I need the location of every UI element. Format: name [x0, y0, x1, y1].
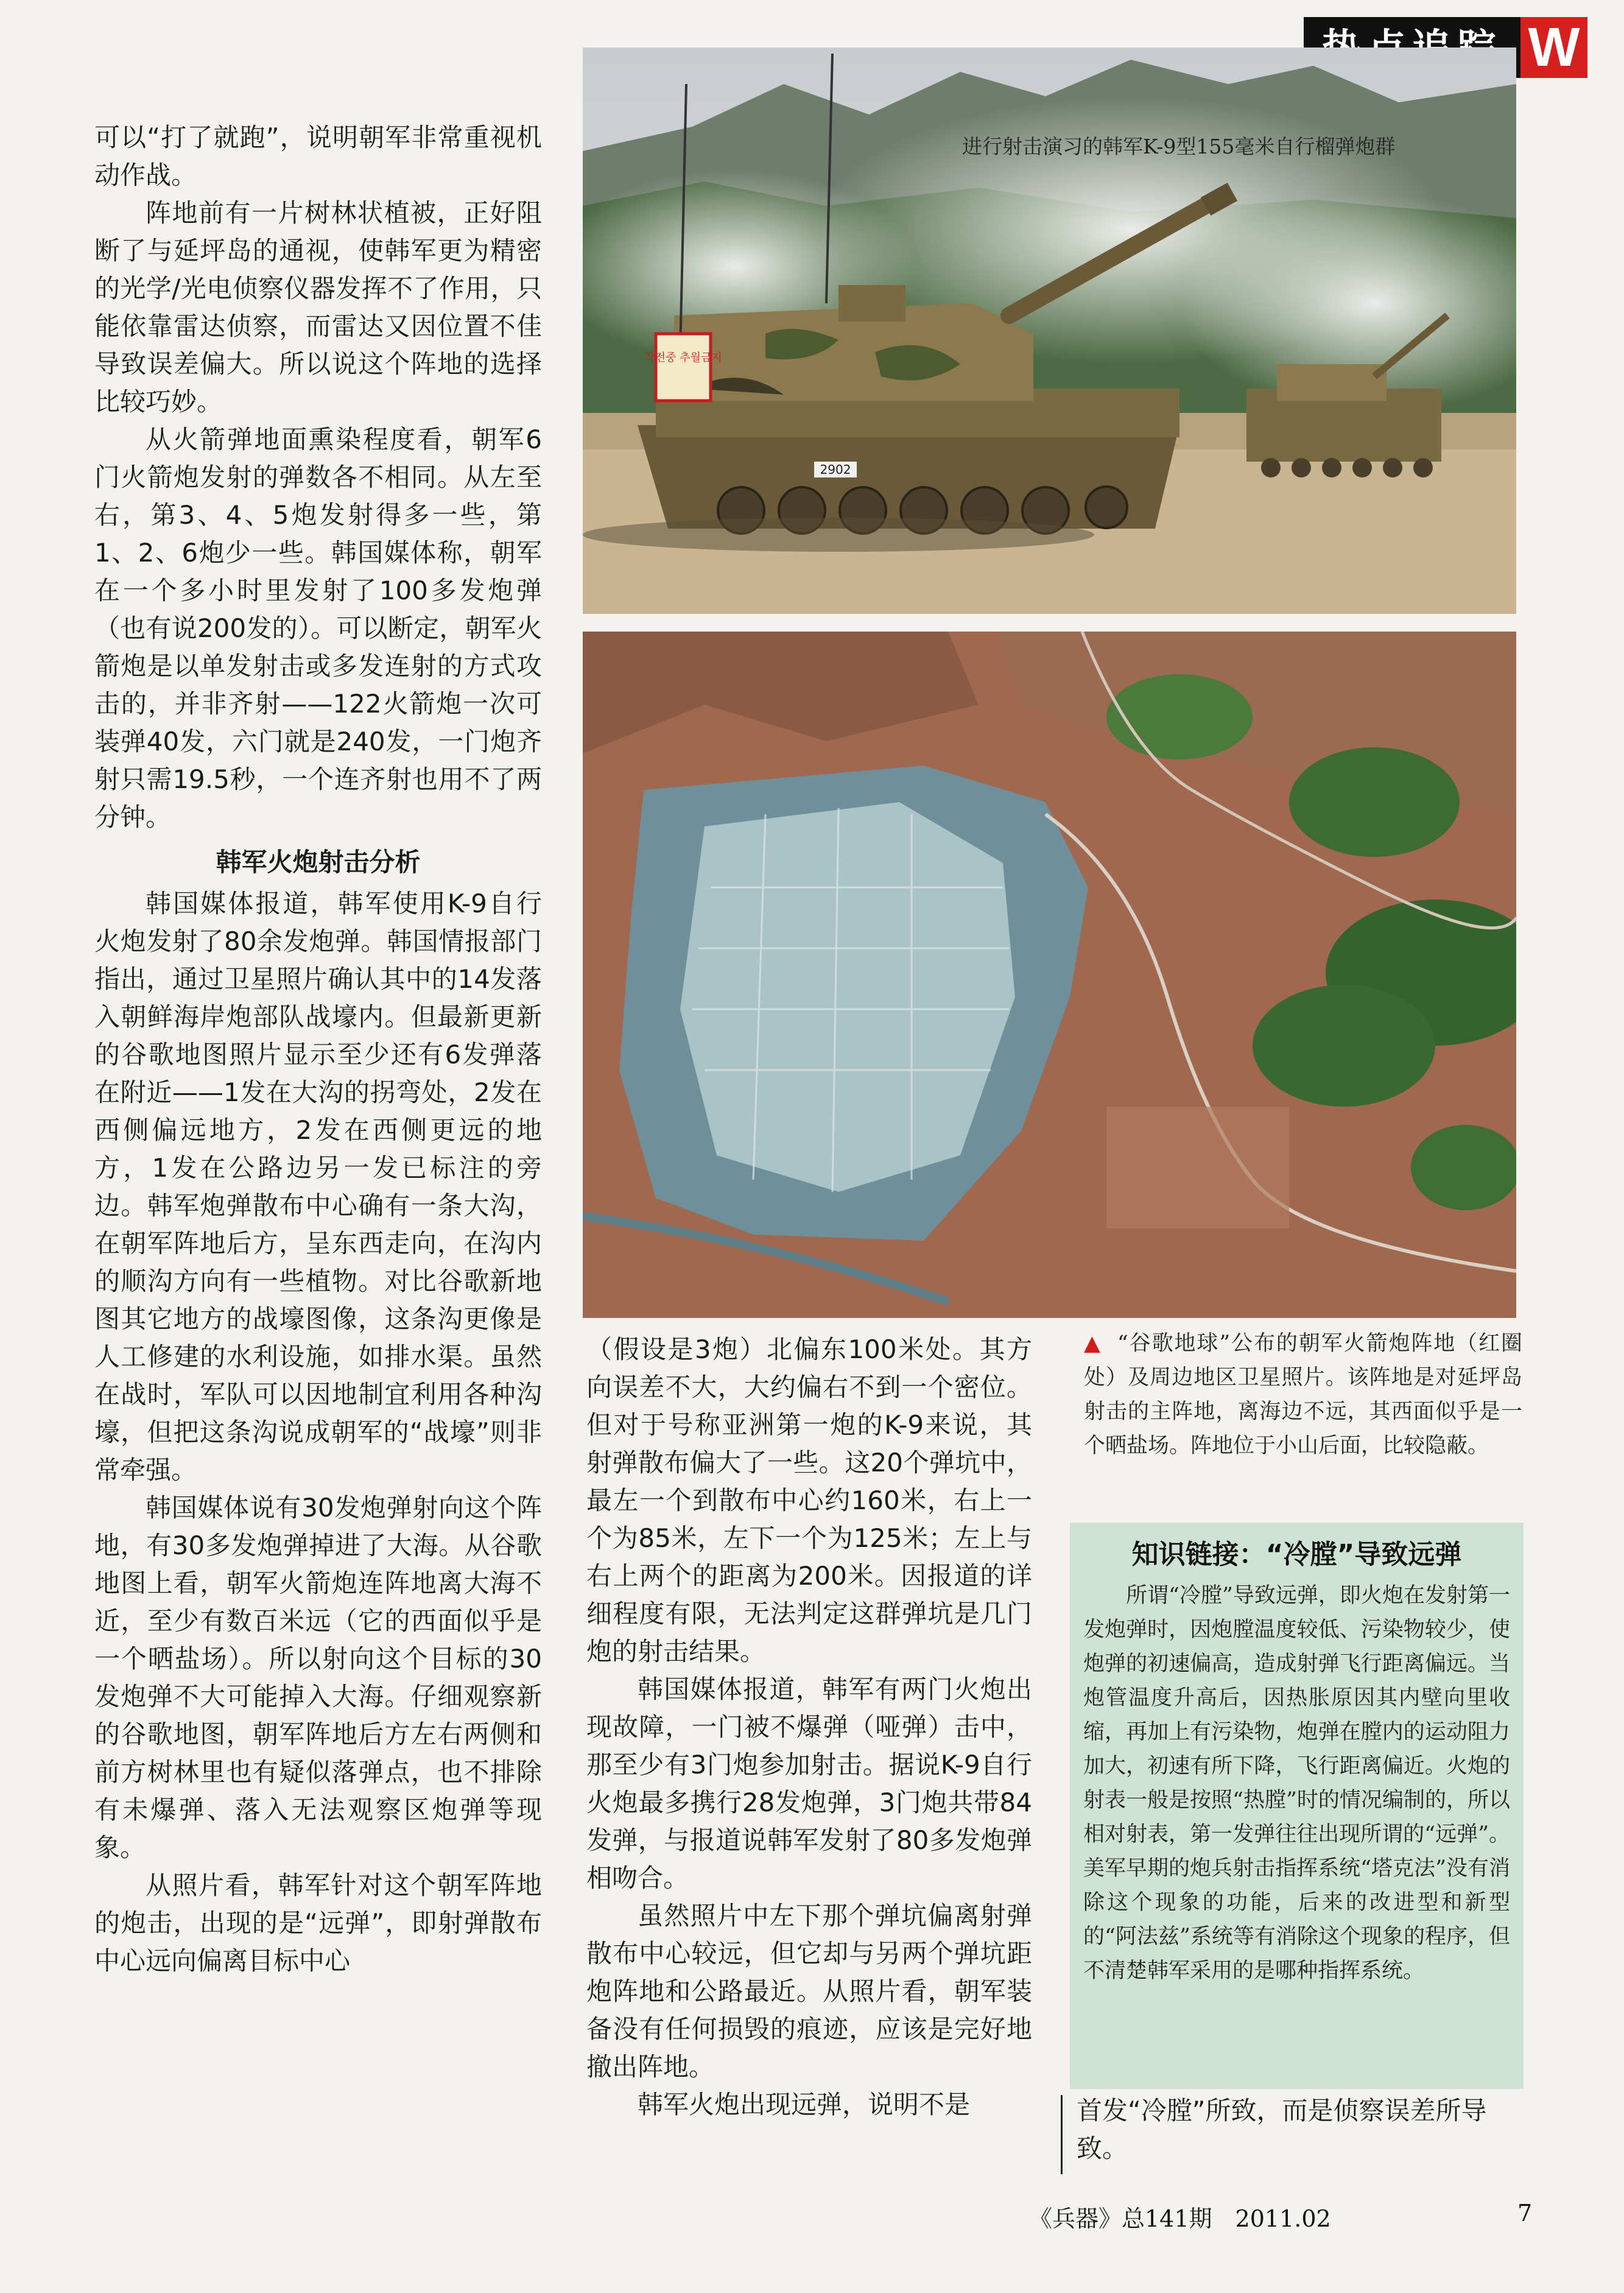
paragraph: 韩国媒体报道，韩军使用K-9自行火炮发射了80余发炮弹。韩国情报部门指出，通过卫星照片确认其中的14发落入朝鲜海岸炮部队战壕内。但最新更新的谷歌地图照片显示至少还有6发弹落在附近——1发在大沟的拐弯处，2发在西侧偏远地方，2发在西侧更远的地方，1发在公路边另一发已标注的旁边。韩军炮弹散布中心确有一条大沟，在朝军阵地后方，呈东西走向，在沟内的顺沟方向有一些植物。对比谷歌新地图其它地方的战壕图像，这条沟更像是人工修建的水利设施，如排水渠。虽然在战时，军队可以因地制宜利用各种沟壕，但把这条沟说成朝军的“战壕”则非常牵强。	[94, 889, 542, 1485]
vehicle-sign: 작전중 추월금지	[644, 351, 722, 364]
column-divider	[1061, 2095, 1063, 2174]
paragraph: 从火箭弹地面熏染程度看，朝军6门火箭炮发射的弹数各不相同。从左至右，第3、4、5炮发射得多一些，第1、2、6炮少一些。韩国媒体称，朝军在一个多小时里发射了100多发炮弹（也有说200发的）。可以断定，朝军火箭炮是以单发射击或多发连射的方式攻击的，并非齐射——122火箭炮一次可装弹40发，六门就是240发，一门炮齐射只需19.5秒，一个连齐射也用不了两分钟。	[94, 424, 542, 832]
paragraph: （假设是3炮）北偏东100米处。其方向误差不大，大约偏右不到一个密位。但对于号称亚洲第一炮的K-9来说，其射弹散布偏大了一些。这20个弹坑中，最左一个到散布中心约160米，右上一个为85米，左下一个为125米；左上与右上两个的距离为200米。因报道的详细程度有限，无法判定这群弹坑是几门炮的射击结果。	[586, 1334, 1032, 1666]
knowledge-box-text: 所谓“冷膛”导致远弹，即火炮在发射第一发炮弹时，因炮膛温度较低、污染物较少，使炮弹的初速偏高，造成射弹飞行距离偏远。当炮管温度升高后，因热胀原因其内壁向里收缩，再加上有污染物，炮弹在膛内的运动阻力加大，初速有所下降，飞行距离偏近。火炮的射表一般是按照“热膛”时的情况编制的，所以相对射表，第一发弹往往出现所谓的“远弹”。美军早期的炮兵射击指挥系统“塔克法”没有消除这个现象的功能，后来的改进型和新型的“阿法兹”系统等有消除这个现象的程序，但不清楚韩军采用的是哪种指挥系统。	[1083, 1583, 1510, 1983]
paragraph: 韩国媒体报道，韩军有两门火炮出现故障，一门被不爆弹（哑弹）击中，那至少有3门炮参加射击。据说K-9自行火炮最多携行28发炮弹，3门炮共带84发弹，与报道说韩军发射了80多发炮弹相吻合。	[586, 1674, 1032, 1893]
paragraph: 从照片看，韩军针对这个朝军阵地的炮击，出现的是“远弹”，即射弹散布中心远向偏离目标中心	[94, 1870, 542, 1976]
vehicle-number: 2902	[820, 462, 851, 477]
paragraph: 可以“打了就跑”，说明朝军非常重视机动作战。	[94, 122, 542, 190]
satellite-caption-text: “谷歌地球”公布的朝军火箭炮阵地（红圈处）及周边地区卫星照片。该阵地是对延坪岛射击的主阵地，离海边不远，其西面似乎是一个晒盐场。阵地位于小山后面，比较隐蔽。	[1084, 1331, 1522, 1458]
right-column-end: 首发“冷膛”所致，而是侦察误差所导致。	[1077, 2096, 1487, 2163]
knowledge-box-title: 知识链接：“冷膛”导致远弹	[1131, 1539, 1462, 1570]
journal-footer: 《兵器》总141期 2011.02	[1029, 2205, 1331, 2232]
photo-caption: 进行射击演习的韩军K-9型155毫米自行榴弹炮群	[962, 135, 1396, 158]
satellite-photo	[583, 632, 1516, 1318]
paragraph: 韩国媒体说有30发炮弹射向这个阵地，有30多发炮弹掉进了大海。从谷歌地图上看，朝军火箭炮连阵地离大海不近，至少有数百米远（它的西面似乎是一个晒盐场）。所以射向这个目标的30发炮弹不大可能掉入大海。仔细观察新的谷歌地图，朝军阵地后方左右两侧和前方树林里也有疑似落弹点，也不排除有未爆弹、落入无法观察区炮弹等现象。	[94, 1493, 542, 1862]
satellite-caption	[1084, 1326, 1522, 1463]
page-number: 7	[1517, 2200, 1533, 2227]
section-heading: 韩军火炮射击分析	[216, 847, 421, 877]
paragraph: 阵地前有一片树林状植被，正好阻断了与延坪岛的通视，使韩军更为精密的光学/光电侦察仪器发挥不了作用，只能依靠雷达侦察，而雷达又因位置不佳导致误差偏大。所以说这个阵地的选择比较巧妙。	[94, 198, 542, 417]
knowledge-link-box	[1070, 1523, 1524, 2089]
middle-column	[586, 1331, 1032, 2124]
paragraph: 虽然照片中左下那个弹坑偏离射弹散布中心较远，但它却与另两个弹坑距炮阵地和公路最近。从照片看，朝军装备没有任何损毁的痕迹，应该是完好地撤出阵地。	[586, 1901, 1032, 2082]
left-column	[94, 119, 542, 1980]
paragraph: 韩军火炮出现远弹，说明不是	[638, 2090, 971, 2119]
triangle-marker-icon: ▲	[1084, 1331, 1102, 1356]
section-letter: W	[1520, 17, 1587, 78]
